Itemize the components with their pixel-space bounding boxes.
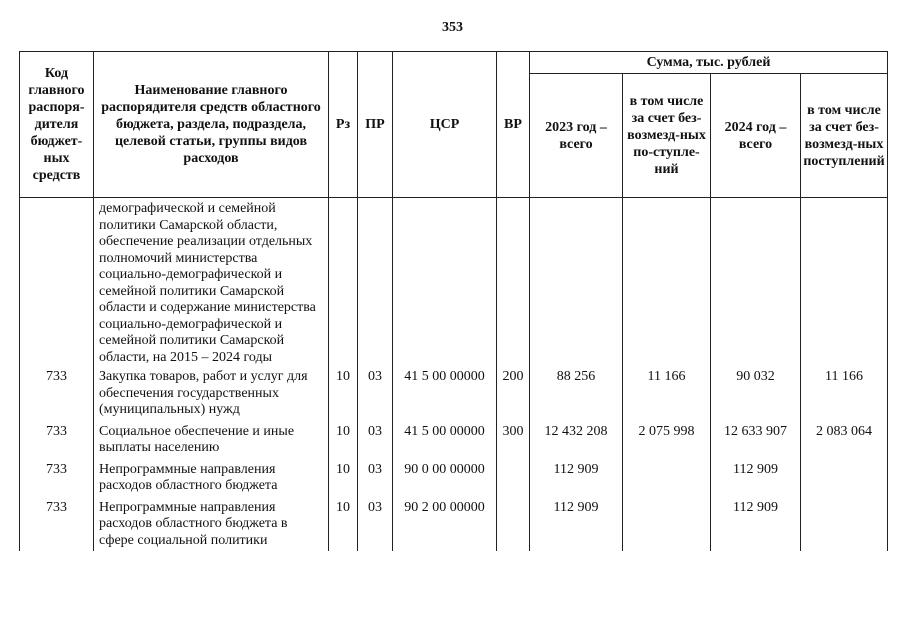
row-vr: 200 (497, 366, 530, 421)
row-vr (497, 497, 530, 552)
row-pr: 03 (358, 421, 393, 459)
row-pr: 03 (358, 366, 393, 421)
row-2024-free (801, 497, 888, 552)
row-2023-total: 112 909 (530, 497, 623, 552)
budget-table (19, 51, 888, 551)
header-2024-free: в том числе за счет без-возмезд-ных поступлений (801, 74, 888, 198)
header-code: Код главного распоря-дителя бюджет-ных средств (20, 52, 94, 198)
row-2024-total: 12 633 907 (711, 421, 801, 459)
row-rz: 10 (329, 497, 358, 552)
table-row (20, 421, 888, 459)
continuation-row (20, 198, 888, 367)
row-name: Социальное обеспечение и иные выплаты населению (94, 421, 329, 459)
row-2023-free (623, 497, 711, 552)
header-name: Наименование главного распорядителя средств областного бюджета, раздела, подраздела, целевой статьи, группы видов расходов (94, 52, 329, 198)
row-rz: 10 (329, 421, 358, 459)
row-2023-free (623, 459, 711, 497)
row-2023-free: 2 075 998 (623, 421, 711, 459)
row-pr: 03 (358, 459, 393, 497)
row-name: Непрограммные направления расходов областного бюджета в сфере социальной политики (94, 497, 329, 552)
header-vr: ВР (497, 52, 530, 198)
row-rz: 10 (329, 366, 358, 421)
page-number: 353 (442, 20, 463, 35)
header-2023-total: 2023 год – всего (530, 74, 623, 198)
row-code: 733 (20, 421, 94, 459)
row-2023-total: 12 432 208 (530, 421, 623, 459)
continuation-text: демографической и семейной политики Самарской области, обеспечение реализации отдельных полномочий министерства социально-демографической и семейной политики Самарской области и содержание министерства социально-демографической и семейной политики Самарской области, на 2015 – 2024 годы (94, 198, 329, 367)
row-2024-free (801, 459, 888, 497)
row-code: 733 (20, 459, 94, 497)
row-csr: 41 5 00 00000 (393, 366, 497, 421)
table-row (20, 459, 888, 497)
header-2024-total: 2024 год – всего (711, 74, 801, 198)
row-2024-total: 112 909 (711, 459, 801, 497)
row-code: 733 (20, 366, 94, 421)
row-name: Непрограммные направления расходов областного бюджета (94, 459, 329, 497)
header-pr: ПР (358, 52, 393, 198)
row-2023-free: 11 166 (623, 366, 711, 421)
table-row (20, 366, 888, 421)
row-2024-total: 90 032 (711, 366, 801, 421)
row-csr: 41 5 00 00000 (393, 421, 497, 459)
row-2024-total: 112 909 (711, 497, 801, 552)
row-rz: 10 (329, 459, 358, 497)
row-2023-total: 88 256 (530, 366, 623, 421)
header-csr: ЦСР (393, 52, 497, 198)
row-2024-free: 11 166 (801, 366, 888, 421)
header-rz: Рз (329, 52, 358, 198)
row-vr: 300 (497, 421, 530, 459)
row-name: Закупка товаров, работ и услуг для обеспечения государственных (муниципальных) нужд (94, 366, 329, 421)
row-2024-free: 2 083 064 (801, 421, 888, 459)
row-pr: 03 (358, 497, 393, 552)
row-csr: 90 0 00 00000 (393, 459, 497, 497)
table-row (20, 497, 888, 552)
row-vr (497, 459, 530, 497)
row-csr: 90 2 00 00000 (393, 497, 497, 552)
header-2023-free: в том числе за счет без-возмезд-ных по-ступле-ний (623, 74, 711, 198)
header-sum-group: Сумма, тыс. рублей (530, 52, 888, 74)
row-2023-total: 112 909 (530, 459, 623, 497)
row-code: 733 (20, 497, 94, 552)
